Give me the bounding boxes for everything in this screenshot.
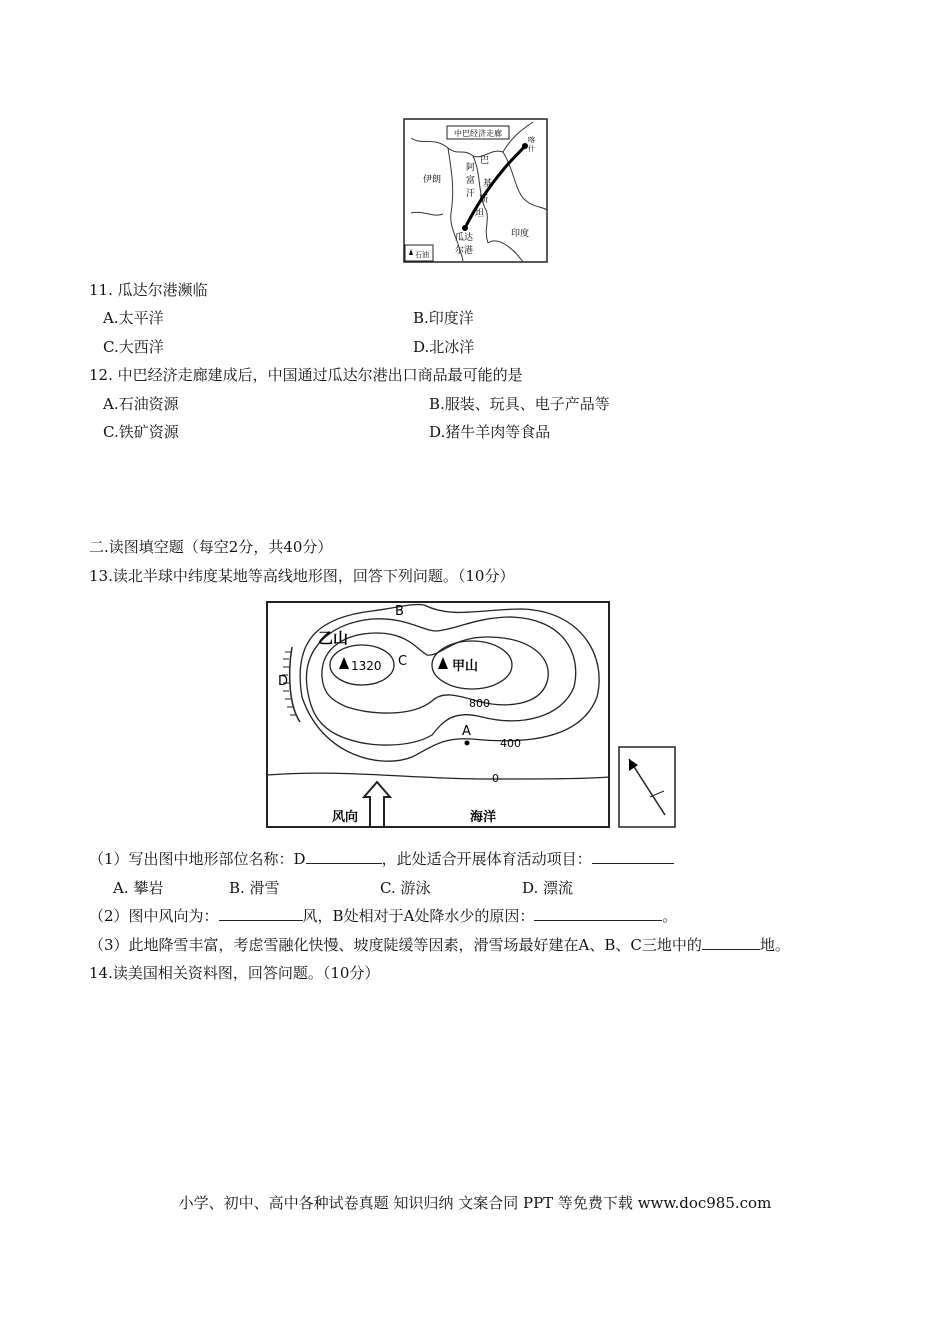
legend-oil: 石油	[415, 251, 429, 259]
label-yi-mountain: 乙山	[318, 629, 349, 647]
label-sea: 海洋	[470, 810, 497, 825]
answer-blank-sport[interactable]	[592, 849, 674, 864]
legend-title: 中巴经济走廊	[454, 129, 502, 138]
contour-map	[262, 597, 682, 835]
q13-part2-mid: 风，B处相对于A处降水少的原因：	[302, 907, 535, 925]
q13-part2-end: 。	[662, 907, 678, 925]
q13-part3	[89, 935, 790, 955]
map-label-afghan: 汗	[466, 189, 476, 199]
q13-part2-pre: （2）图中风向为：	[89, 907, 219, 925]
q13-option-b: B. 滑雪	[229, 879, 280, 897]
map-label-iran: 伊朗	[423, 175, 442, 185]
map-label-pakistan: 坦	[475, 209, 485, 219]
map-label-afghan: 富	[466, 176, 476, 186]
q13-option-d: D. 漂流	[522, 879, 574, 897]
answer-blank-d[interactable]	[306, 849, 382, 864]
label-jia-mountain: 甲山	[452, 659, 479, 674]
label-a: A	[462, 724, 471, 739]
q11-stem: 11. 瓜达尔港濒临	[89, 281, 208, 299]
map-label-pakistan: 基	[483, 179, 493, 189]
label-d: D	[278, 674, 289, 689]
map-label-india: 印度	[511, 229, 530, 239]
map-label-kashgar: 什	[528, 145, 535, 153]
q13-part1	[89, 849, 674, 869]
q13-option-a: A. 攀岩	[113, 879, 164, 897]
answer-blank-wind[interactable]	[219, 906, 303, 921]
q12-option-a: A.石油资源	[103, 395, 179, 413]
map-label-gwadar: 瓜达	[455, 233, 474, 243]
q13-part3-pre: （3）此地降雪丰富，考虑雪融化快慢、坡度陡缓等因素，滑雪场最好建在A、B、C三地中的	[89, 936, 702, 954]
q12-stem: 12. 中巴经济走廊建成后，中国通过瓜达尔港出口商品最可能的是	[89, 366, 523, 384]
q12-option-c: C.铁矿资源	[103, 423, 179, 441]
label-c: C	[398, 654, 408, 669]
q11-option-b: B.印度洋	[413, 309, 474, 327]
label-wind: 风向	[332, 810, 359, 825]
answer-blank-reason[interactable]	[534, 906, 662, 921]
q13-option-c: C. 游泳	[380, 879, 431, 897]
label-b: B	[395, 604, 404, 619]
map-label-kashgar: 喀	[528, 136, 535, 144]
q11-option-a: A.太平洋	[103, 309, 164, 327]
label-peak-1320: 1320	[351, 659, 382, 673]
q13-stem: 13.读北半球中纬度某地等高线地形图，回答下列问题。（10分）	[89, 567, 515, 585]
map-label-pakistan: 巴	[480, 156, 490, 166]
page-footer: 小学、初中、高中各种试卷真题 知识归纳 文案合同 PPT 等免费下载 www.doc985.com	[178, 1194, 772, 1212]
q11-option-c: C.大西洋	[103, 338, 164, 356]
q12-option-b: B.服装、玩具、电子产品等	[429, 395, 610, 413]
map-label-afghan: 阿	[466, 163, 476, 173]
q12-option-d: D.猪牛羊肉等食品	[429, 423, 551, 441]
section2-heading: 二.读图填空题（每空2分，共40分）	[89, 538, 333, 556]
map-label-pakistan: 斯	[479, 195, 489, 205]
q13-part1-pre: （1）写出图中地形部位名称：D	[89, 850, 306, 868]
label-0: 0	[492, 772, 499, 785]
cpec-map	[403, 118, 548, 263]
q11-option-d: D.北冰洋	[413, 338, 475, 356]
q13-part1-mid: ，此处适合开展体育活动项目：	[381, 850, 592, 868]
q14-stem: 14.读美国相关资料图，回答问题。（10分）	[89, 964, 380, 982]
q13-part3-end: 地。	[759, 936, 790, 954]
answer-blank-site[interactable]	[702, 935, 760, 950]
label-400: 400	[500, 737, 521, 750]
q13-part2	[89, 906, 677, 926]
label-800: 800	[469, 697, 490, 710]
map-label-gwadar: 尔港	[455, 246, 474, 256]
